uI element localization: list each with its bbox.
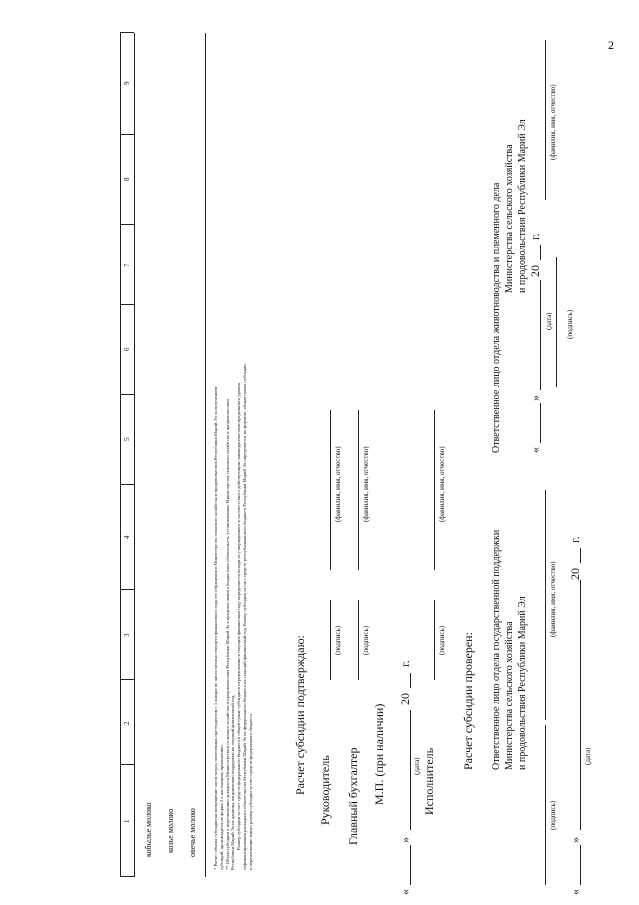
verify-right-line: Ответственное лицо отдела животноводства и племенного дела bbox=[491, 182, 502, 453]
column-divider bbox=[120, 679, 134, 680]
footnote-line: Республики Марий Эл по данному направлению поддержки на текущий финансовый год. bbox=[230, 694, 236, 870]
date-quote-close: » bbox=[398, 837, 412, 843]
full-name-caption: (фамилия, имя, отчество) bbox=[438, 446, 446, 522]
date-caption: (дата) bbox=[413, 757, 421, 775]
verify-left-name-line bbox=[545, 490, 546, 720]
year-suffix: г. bbox=[528, 233, 542, 240]
head-name-line bbox=[330, 410, 331, 570]
column-divider bbox=[120, 304, 134, 305]
table-row-label: овечье молоко bbox=[188, 808, 197, 857]
date-year-line bbox=[580, 548, 581, 563]
footnote-line: Размер субсидии за счет средств федерального бюджета в общей сумме субсидии к перечислению в текущем финансовом году определяется исходя из утвержденного в соответствии с действующим законодательством предельного уровня bbox=[236, 383, 242, 850]
table-row-label: козье молоко bbox=[166, 808, 175, 853]
year-prefix: 20 bbox=[568, 568, 582, 580]
confirm-heading: Расчет субсидии подтверждаю: bbox=[293, 635, 307, 795]
verify-left-line: и продовольствия Республики Марий Эл bbox=[517, 596, 528, 770]
date-day-line bbox=[580, 845, 581, 885]
year-prefix: 20 bbox=[528, 265, 542, 277]
column-divider bbox=[120, 589, 134, 590]
footnote-line: * Расчет объема субсидии на возмещение части затрат, понесенных претендентом с 1 января по число месяца текущего финансового года его обращения в Министерство сельского хозяйства и продовольствия Республики Марий Эл за получением bbox=[213, 386, 218, 870]
table-top-border bbox=[120, 33, 121, 877]
date-quote-open: « bbox=[568, 889, 582, 895]
date-month-line bbox=[410, 710, 411, 830]
column-number: 3 bbox=[123, 633, 131, 637]
signature-caption: (подпись) bbox=[438, 625, 446, 655]
date-year-line bbox=[410, 673, 411, 688]
column-divider bbox=[120, 876, 134, 877]
column-divider bbox=[120, 394, 134, 395]
column-divider bbox=[120, 764, 134, 765]
footnote-line: к перечислению минус размер субсидии за счет средств федерального бюджета. bbox=[247, 713, 253, 870]
column-divider bbox=[120, 134, 134, 135]
verify-right-name-line bbox=[545, 40, 546, 200]
column-number: 9 bbox=[123, 81, 131, 85]
footnotes bbox=[213, 70, 254, 870]
verify-right-line: и продовольствия Республики Марий Эл bbox=[517, 119, 528, 293]
footnote-line: субсидий, производится по форме 2 к настоящему приложению. bbox=[218, 744, 224, 870]
signature-caption: (подпись) bbox=[334, 625, 342, 655]
table-row-label: кобылье молоко bbox=[144, 802, 153, 857]
page-number: 2 bbox=[608, 38, 614, 52]
signature-caption: (подпись) bbox=[362, 625, 370, 655]
head-signature-line bbox=[330, 600, 331, 680]
date-caption: (дата) bbox=[545, 312, 553, 330]
date-month-line bbox=[540, 280, 541, 390]
verify-left-line: Министерства сельского хозяйства bbox=[504, 621, 515, 770]
date-day-line bbox=[410, 845, 411, 885]
year-suffix: г. bbox=[398, 660, 412, 667]
date-quote-close: » bbox=[568, 837, 582, 843]
column-number: 7 bbox=[123, 263, 131, 267]
verify-heading: Расчет субсидии проверен: bbox=[461, 632, 475, 770]
column-number: 1 bbox=[123, 819, 131, 823]
column-divider bbox=[120, 484, 134, 485]
verify-left-signature-line bbox=[545, 725, 546, 885]
footnote-line: ** Объем субсидии к перечислению доводится Министерством сельского хозяйства и продовольствия Республики Марий Эл в пределах лимита бюджетных обязательств, установленных Министерству сельского хозяйства и продовольствия bbox=[224, 399, 230, 870]
year-suffix: г. bbox=[568, 536, 582, 543]
table-bottom-border bbox=[205, 33, 206, 877]
date-quote-open: « bbox=[398, 889, 412, 895]
accountant-label: Главный бухгалтер bbox=[346, 747, 360, 845]
accountant-signature-line bbox=[358, 600, 359, 680]
executor-name-line bbox=[434, 410, 435, 570]
signature-caption: (подпись) bbox=[566, 309, 574, 339]
executor-signature-line bbox=[434, 600, 435, 680]
table-header-bottom-border bbox=[134, 33, 135, 877]
full-name-caption: (фамилия, имя, отчество) bbox=[549, 561, 557, 637]
verify-left-line: Ответственное лицо отдела государственной поддержки bbox=[491, 529, 502, 770]
column-divider bbox=[120, 32, 134, 33]
full-name-caption: (фамилия, имя, отчество) bbox=[334, 446, 342, 522]
year-prefix: 20 bbox=[398, 693, 412, 705]
date-month-line bbox=[580, 580, 581, 830]
date-quote-close: » bbox=[528, 395, 542, 401]
footnote-line: софинансирования расходного обязательства Республики Марий Эл из федерального бюджета на текущий финансовый год. Размер субсидии за счет средств республиканского бюджета Республики Марий Эл определяется по формуле: общая сумма субсидии bbox=[241, 364, 247, 870]
column-divider bbox=[120, 224, 134, 225]
executor-label: Исполнитель bbox=[422, 747, 436, 815]
verify-right-signature-line bbox=[556, 257, 557, 387]
verify-right-line: Министерства сельского хозяйства bbox=[504, 144, 515, 293]
date-caption: (дата) bbox=[584, 747, 592, 765]
date-quote-open: « bbox=[528, 447, 542, 453]
column-number: 6 bbox=[123, 347, 131, 351]
column-number: 5 bbox=[123, 437, 131, 441]
full-name-caption: (фамилия, имя, отчество) bbox=[362, 446, 370, 522]
date-day-line bbox=[540, 403, 541, 443]
date-year-line bbox=[540, 245, 541, 260]
column-number: 4 bbox=[123, 535, 131, 539]
signature-caption: (подпись) bbox=[549, 800, 557, 830]
full-name-caption: (фамилия, имя, отчество) bbox=[549, 84, 557, 160]
column-number: 8 bbox=[123, 177, 131, 181]
accountant-name-line bbox=[358, 410, 359, 570]
column-number: 2 bbox=[123, 721, 131, 725]
head-label: Руководитель bbox=[318, 755, 332, 825]
stamp-label: М.П. (при наличии) bbox=[372, 703, 386, 805]
